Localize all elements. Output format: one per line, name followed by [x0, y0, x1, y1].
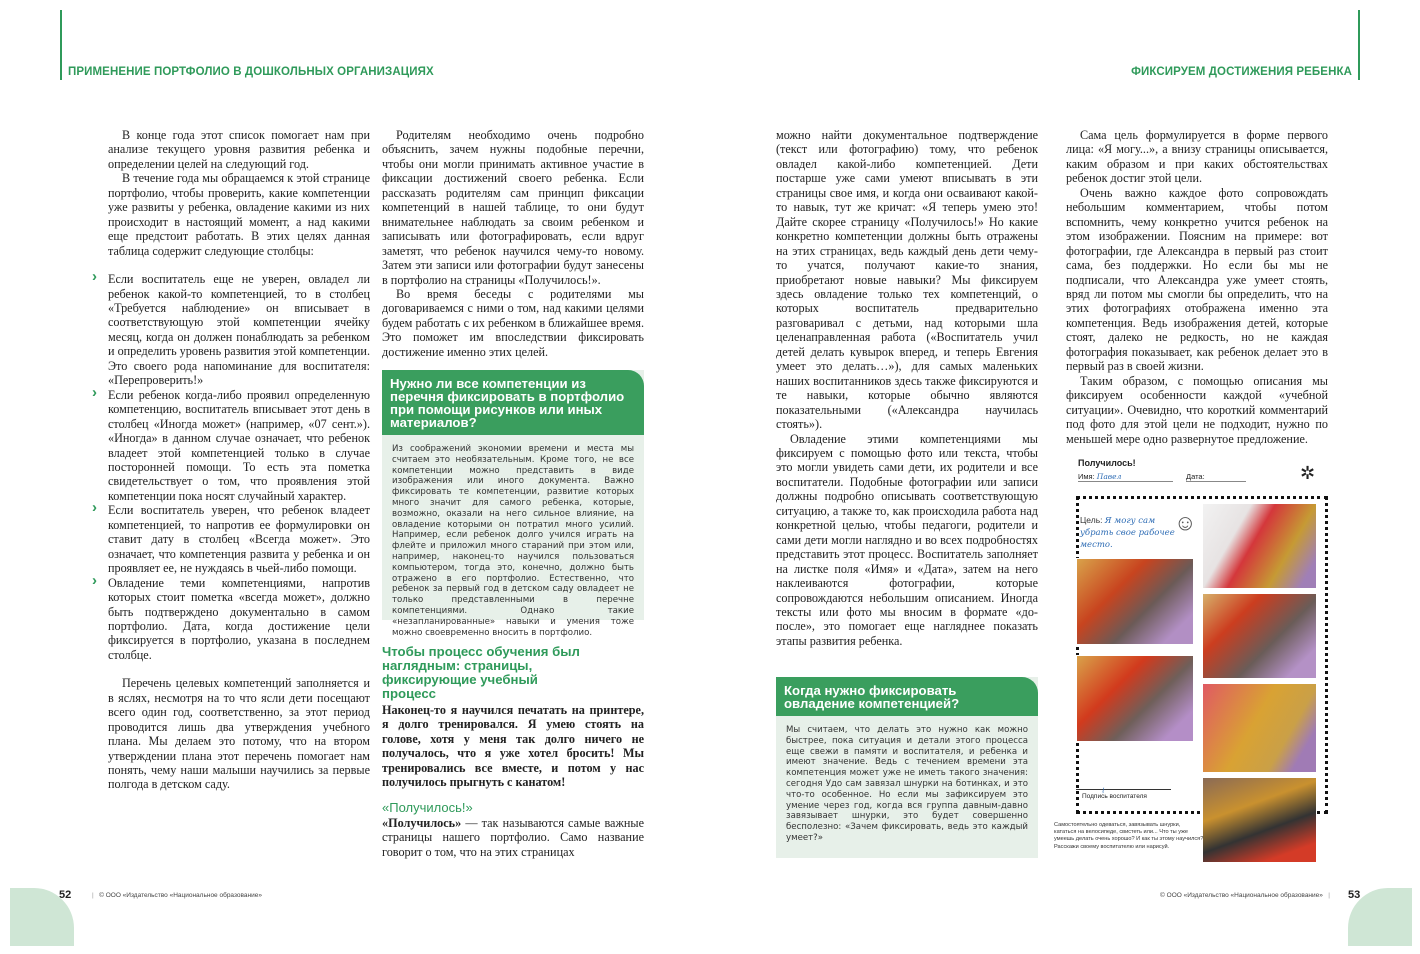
copyright: © ООО «Издательство «Национальное образование» — [99, 892, 262, 899]
page-number-left: 52 — [59, 889, 72, 901]
list-item: › Если воспитатель уверен, что ребенок владеет компетенцией, то напротив ее формулировки он ставит дату в столбец «Всегда может». Это означает, что компетенция развита у ребенка и он проявляет ее, не нуждаясь в чьей-либо помощи. — [108, 503, 370, 575]
left-column-2-top — [382, 128, 644, 360]
paragraph: Перечень целевых компетенций заполняется и в яслях, несмотря на то что ясли дети посещают всего один год, соответственно, за этот период проводится лишь два утверждения учебного плана. Мы делаем это потому, что на втором утверждении плана этот перечень помогает нам понять, чему наши малыши научились за первые полгода в детском саду. — [108, 676, 370, 792]
photo-sink-2 — [1076, 655, 1194, 742]
right-column-4 — [1066, 128, 1328, 446]
right-column-3-top — [776, 128, 1038, 663]
box-body: Из соображений экономии времени и места мы считаем это необязательным. Кроме того, не все компетенции можно представить в виде изображения или иного документа. Важно фиксировать те компетенции, развитие которых много значит для самого ребенка, которые, возможно, оказали на него сильное влияние, на овладение которыми он потратил много усилий. Например, если ребенок долго учился играть на флейте и приложил много стараний при этом или, например, наконец-то научился пользоваться компьютером, тогда это, конечно, должно быть отражено в его портфолио. Естественно, что ребенок за первый год в детском саду овладеет не только представленными в перечне компетенциями. Однако такие «незапланированные» навыки и умения тоже можно своевременно вносить в портфолио. — [392, 444, 634, 638]
paragraph: Во время беседы с родителями мы договариваемся с ними о том, над какими целями будем работать с их ребенком в ближайшее время. Это поможет им впоследствии фиксировать достижение именно этих целей. — [382, 286, 644, 359]
left-running-head: ПРИМЕНЕНИЕ ПОРТФОЛИО В ДОШКОЛЬНЫХ ОРГАНИЗАЦИЯХ — [68, 66, 434, 78]
copyright: © ООО «Издательство «Национальное образование» — [1160, 892, 1323, 899]
list-item: › Если воспитатель еще не уверен, овладел ли ребенок какой-то компетенцией, то в столбец «Требуется наблюдение» он вписывает в соответствующую этой компетенции ячейку месяц, когда он должен понаблюдать за ребенком и определить уровень развития этой компетенции. Это своего рода напоминание для воспитателя: «Перепроверить!» — [108, 272, 370, 388]
paragraph: В конце года этот список помогает нам при анализе текущего уровня развития ребенка и определении целей на следующий год. — [108, 128, 370, 171]
right-footer: © ООО «Издательство «Национальное образование» | — [1160, 892, 1330, 899]
photo-painting — [1202, 503, 1317, 589]
bullet-list — [108, 272, 370, 662]
figure-caption: Самостоятельно одеваться, завязывать шнурки, кататься на велосипеде, свистеть или... Что ты уже умеешь делать очень хорошо? И как ты этому научился? Расскажи своему воспитателю или нарисуй. — [1054, 822, 1204, 850]
signature-line: ⌇ — [1076, 780, 1171, 790]
goal-value: Я могу сам убрать свое рабочее место. — [1080, 516, 1175, 550]
right-header-rule — [1358, 10, 1360, 80]
signature-label: Подпись воспитателя — [1082, 793, 1147, 800]
paragraph: Родителям необходимо очень подробно объяснить, зачем нужны подобные перечни, чтобы они могли принимать активное участие в фиксации достижений своего ребенка. Если рассказать родителям сам принцип фиксации компетенций в нашей таблице, то они будут внимательнее наблюдать за своим ребенком и записывать или фотографировать, если вдруг заметят, что ребенок научился чему-то новому. Затем эти записи или фотографии будут занесены в портфолио на страницы «Получилось!». — [382, 128, 644, 287]
term: «Получилось» — [382, 815, 462, 830]
sidebar-box-when — [776, 677, 1038, 858]
left-footer: | © ООО «Издательство «Национальное образование» — [92, 892, 262, 899]
section-heading: Чтобы процесс обучения был наглядным: страницы, фиксирующие учебный процесс — [382, 644, 580, 701]
left-column-1 — [108, 128, 370, 866]
left-column-2-bottom — [382, 703, 644, 865]
goal-text — [1080, 515, 1180, 551]
portfolio-sheet-figure — [1054, 455, 1330, 870]
date-label: Дата: — [1186, 472, 1205, 481]
photo-floor — [1202, 683, 1317, 773]
name-field — [1078, 472, 1173, 482]
list-item: › Если ребенок когда-либо проявил определенную компетенцию, воспитатель вписывает этот день в столбец «Иногда может» (например, «07 сент.»). «Иногда» в данном случае означает, что ребенок владеет этой компетенцией только в случае посторонней помощи. То есть эта пометка свидетельствует о том, что проявления этой компетенции пока носят случайный характер. — [108, 388, 370, 504]
paragraph-text: — так называются самые важные страницы нашего портфолио. Само название говорит о том, что на этих страницах — [382, 815, 644, 859]
paragraph: В течение года мы обращаемся к этой странице портфолио, чтобы проверить, какие компетенции уже развиты у ребенка, овладение какими из них происходит в настоящий момент, а над какими еще предстоит работать. В этих целях данная таблица содержит следующие столбцы: — [108, 171, 370, 258]
box-body: Мы считаем, что делать это нужно как можно быстрее, пока ситуация и детали этого процесса еще свежи в памяти и воспитателя, и ребенка и имеют значение. Ведь с течением времени эта компетенция может уже не иметь такого значения: сегодня Удо сам завязал шнурки на ботинках, и это что-то особенное. Но если мы зафиксируем это умение через год, когда вся группа давным-давно завязывает шнурки, это будет совершенно бесполезно: «Зачем фиксировать, ведь это каждый умеет?» — [786, 725, 1028, 843]
name-label: Имя: — [1078, 472, 1095, 481]
goal-label: Цель: — [1080, 515, 1103, 525]
paragraph: Овладение этими компетенциями мы фиксируем с помощью фото или текста, чтобы это могли увидеть сами дети, их родители и все воспитатели. Подобные фотографии или записи должны подробно описывать соответствующую ситуацию, а также то, как происходила работа над конкретной целью, чтобы педагоги, родители и сами дети могли наглядно и во всех подробностях представить этот процесс. Воспитатель заполняет на листке поля «Имя» и «Дата», затем на него наклеиваются фотографии, которые сопровождаются небольшим описанием. Иногда тексты или фото мы вносим в формате «до-после», это помогает еще нагляднее показать этапы развития ребенка. — [776, 431, 1038, 648]
bold-quote: Наконец-то я научился печатать на принтере, я долго тренировался. Я умею стоять на голове, хотя у меня так долго ничего не получалось, что я уже хотел бросить! Мы тренировались все вместе, и потом у нас получилось прыгнуть с канатом! — [382, 703, 644, 790]
paragraph: Таким образом, с помощью описания мы фиксируем особенности каждой «учебной ситуации». Очевидно, что короткий комментарий под фото для этой цели не подходит, нужно по меньшей мере одно развернутое предложение. — [1066, 373, 1328, 446]
date-field — [1186, 472, 1246, 482]
name-value: Павел — [1096, 472, 1122, 481]
paragraph — [382, 816, 644, 859]
right-running-head: ФИКСИРУЕМ ДОСТИЖЕНИЯ РЕБЕНКА — [1131, 66, 1352, 78]
list-item: › Овладение теми компетенциями, напротив которых стоит пометка «всегда может», должно быть подтверждено документально в самом портфолио. Дата, когда достижение цели фиксируется в портфолио, указана в последнем столбце. — [108, 576, 370, 663]
photo-table — [1202, 777, 1317, 863]
sidebar-box-competencies — [382, 370, 644, 638]
bug-doodle-icon: ✲ — [1300, 463, 1316, 483]
page-number-right: 53 — [1348, 889, 1361, 901]
subheading: «Получилось!» — [382, 799, 473, 815]
sheet-title: Получилось! — [1078, 458, 1136, 468]
child-drawing-icon: ☺ — [1174, 510, 1197, 535]
photo-sink-3 — [1202, 593, 1317, 679]
box-title: Когда нужно фиксировать овладение компетенцией? — [776, 677, 1038, 716]
photo-sink-1 — [1076, 558, 1194, 645]
left-header-rule — [60, 10, 62, 80]
paragraph: можно найти документальное подтверждение (текст или фотографию) тому, что ребенок овладел какой-либо компетенцией. Дети постарше уже сами умеют вписывать в эти страницы свое имя, и когда они осваивают какой-то навык, тут же кричат: «Я теперь умею это! Дайте скорее страницу «Получилось!» Но какие конкретно компетенции должны быть отражены на этих страницах, ведь каждый день дети чему-то учатся, получают какие-то знания, приобретают новые навыки? Мы фиксируем здесь овладение только тех компетенций, о которых воспитатель предварительно разговаривал с детьми, над которыми шла целенаправленная работа («Воспитатель учил детей делать кувырок вперед, и теперь Евгения умеет это делать…»), для самых маленьких наших воспитанников здесь также фиксируются и те навыки, которые обычно являются показательными («Александра научилась стоять»). — [776, 128, 1038, 432]
paragraph: Очень важно каждое фото сопровождать небольшим комментарием, чтобы потом вспомнить, чему конкретно учится ребенок на этом изображении. Поясним на примере: вот фотографии, где Александра в первый раз стоит сама, без поддержки. Но если бы мы не подписали, что Александра уже умеет стоять, вряд ли потом мы смогли бы определить, что на этих фотографиях отображена именно эта компетенция. Ведь изображения детей, которые стоят, далеко не редкость, но не каждая фотография показывает, как ребенок делает это в первый раз в своей жизни. — [1066, 185, 1328, 374]
box-title: Нужно ли все компетенции из перечня фиксировать в портфолио при помощи рисунков или иных материалов? — [382, 370, 644, 435]
paragraph: Сама цель формулируется в форме первого лица: «Я могу...», а внизу страницы описывается, каким образом и при каких обстоятельствах ребенок достиг этой цели. — [1066, 128, 1328, 186]
